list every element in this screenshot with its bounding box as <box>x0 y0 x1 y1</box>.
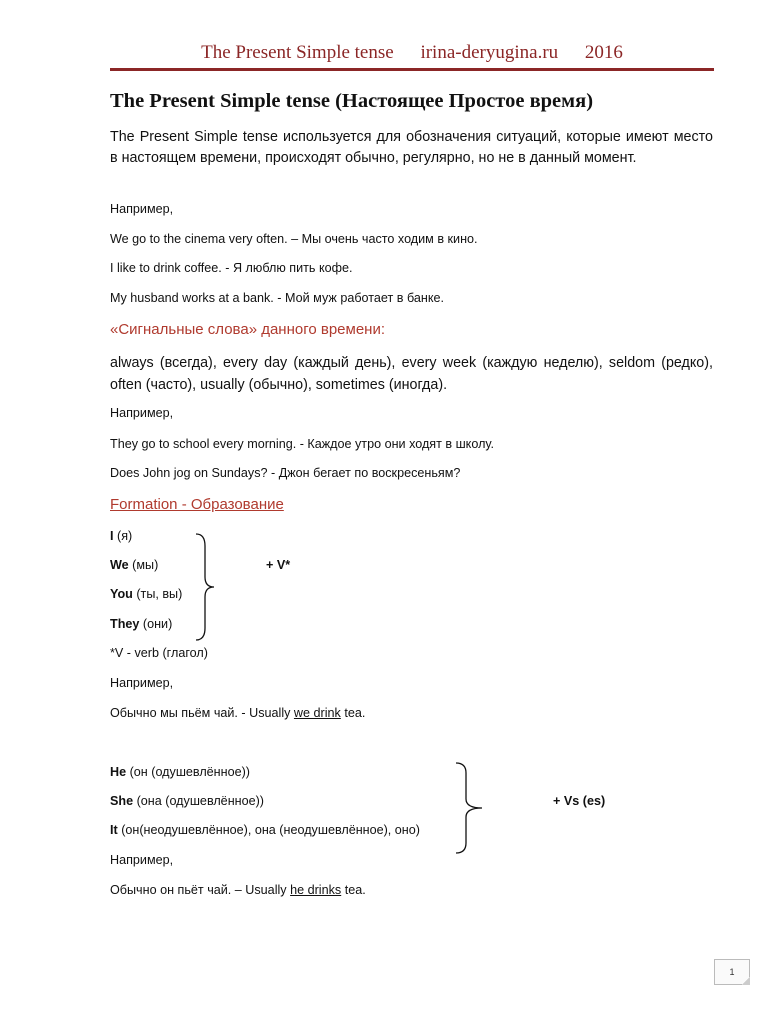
example-sentence: Обычно он пьёт чай. – Usually he drinks tea. <box>110 883 366 897</box>
header-site: irina-deryugina.ru <box>420 42 559 63</box>
example-sentence: Does John jog on Sundays? - Джон бегает по воскресеньям? <box>110 466 461 480</box>
signal-words-paragraph: always (всегда), every day (каждый день), every week (каждую неделю), seldom (редко), often (часто), usually (обычно), sometimes (иногда). <box>110 355 713 393</box>
example-label: Например, <box>110 676 174 690</box>
page-header <box>110 42 714 64</box>
pronoun-it: It (он(неодушевлённое), она (неодушевлённое), оно) <box>110 823 420 837</box>
example-sentence: Обычно мы пьём чай. - Usually we drink tea. <box>110 706 366 720</box>
page-number: 1 <box>714 959 750 985</box>
example-sentence: My husband works at a bank. - Мой муж работает в банке. <box>110 291 444 305</box>
formation-heading: Formation - Образование <box>110 496 284 513</box>
example-label: Например, <box>110 853 174 867</box>
page-title: The Present Simple tense (Настоящее Простое время) <box>110 90 594 112</box>
pronoun-you: You (ты, вы) <box>110 587 183 601</box>
header-year: 2016 <box>584 42 623 63</box>
pronoun-they: They (они) <box>110 617 173 631</box>
footnote-verb: *V - verb (глагол) <box>110 646 208 660</box>
example-sentence: They go to school every morning. - Каждое утро они ходят в школу. <box>110 437 494 451</box>
formula-base-verb: + V* <box>266 558 291 572</box>
signal-words-heading: «Сигнальные слова» данного времени: <box>110 321 386 338</box>
right-brace-icon <box>194 532 218 642</box>
example-sentence: I like to drink coffee. - Я люблю пить кофе. <box>110 261 353 275</box>
intro-paragraph: The Present Simple tense используется для обозначения ситуаций, которые имеют место в настоящем времени, происходят обычно, регулярно, но не в данный момент. <box>110 129 713 166</box>
pronoun-she: She (она (одушевлённое)) <box>110 794 264 808</box>
example-label: Например, <box>110 406 174 420</box>
pronoun-he: He (он (одушевлённое)) <box>110 765 250 779</box>
header-rule <box>110 68 714 71</box>
right-brace-icon <box>454 761 486 855</box>
example-sentence: We go to the cinema very often. – Мы очень часто ходим в кино. <box>110 232 478 246</box>
header-title: The Present Simple tense <box>201 42 394 63</box>
formula-verb-s: + Vs (es) <box>553 794 606 808</box>
example-label: Например, <box>110 202 174 216</box>
pronoun-we: We (мы) <box>110 558 159 572</box>
pronoun-i: I (я) <box>110 529 133 543</box>
